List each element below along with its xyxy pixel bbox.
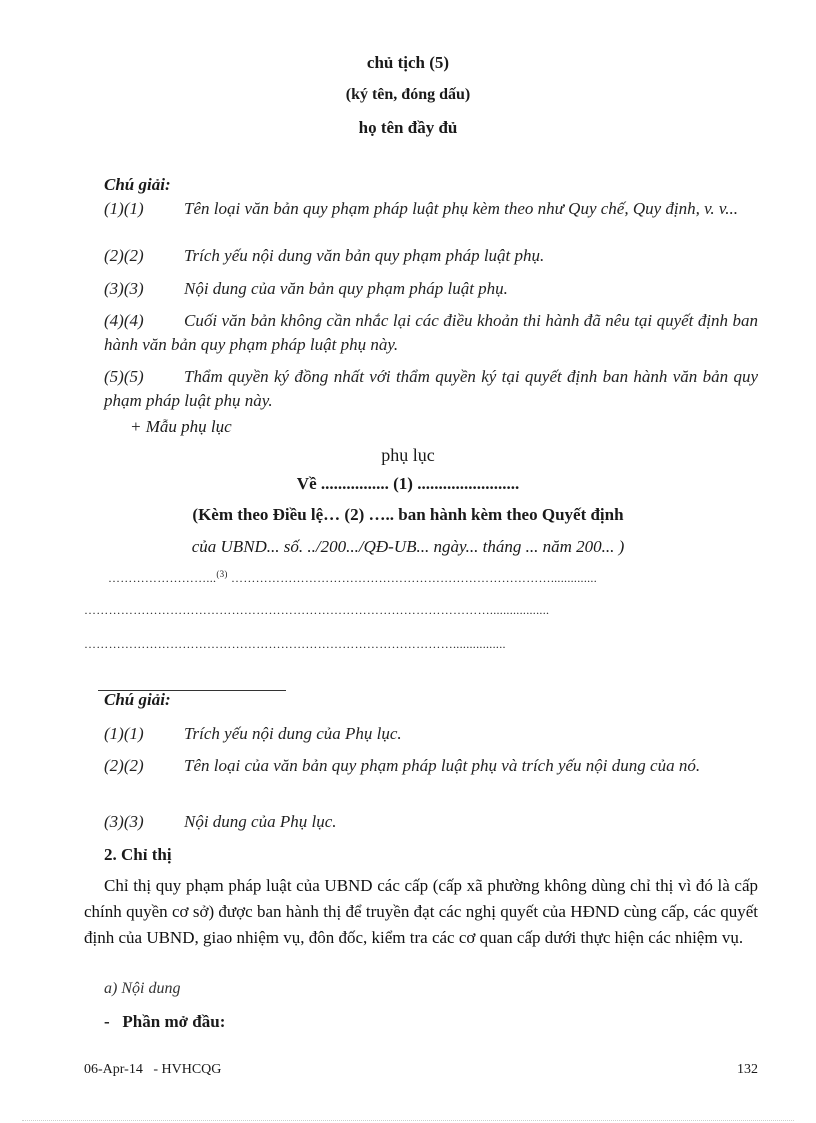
section-subheading: a) Nội dung [104, 980, 181, 997]
note-number: (1)(1) [104, 199, 144, 218]
note-text: Trích yếu nội dung văn bản quy phạm pháp luật phụ. [184, 246, 545, 265]
note-number: (2)(2) [104, 756, 144, 775]
note-text: Tên loại của văn bản quy phạm pháp luật phụ và trích yếu nội dung của nó. [184, 756, 701, 775]
footer-org: - HVHCQG [153, 1062, 222, 1077]
bullet-text: Phần mở đầu: [122, 1012, 226, 1031]
notes1-item-2 [104, 244, 758, 268]
note-number: (3)(3) [104, 812, 144, 831]
notes1-item-5 [104, 365, 758, 413]
notes2-item-2 [104, 754, 758, 778]
appendix-title: phụ lục [381, 445, 435, 465]
note-number: (1)(1) [104, 724, 144, 743]
notes1-item-1 [104, 199, 758, 218]
dots-left: ……………………... [108, 571, 217, 585]
bullet-marker: - [104, 1012, 110, 1031]
signature-fullname: họ tên đầy đủ [358, 118, 458, 137]
section-paragraph: Chỉ thị quy phạm pháp luật của UBND các cấp (cấp xã phường không dùng chỉ thị vì đó là cấp chính quyền cơ sở) được ban hành thị để truyền đạt các nghị quyết của HĐND cùng cấp, các quyết định của UBND, giao nhiệm vụ, đôn đốc, kiểm tra các cơ quan cấp dưới thực hiện các nhiệm vụ. [84, 876, 758, 947]
page-bottom-edge [22, 1120, 794, 1121]
note-number: (3)(3) [104, 279, 144, 298]
notes1-item-4 [104, 309, 758, 357]
notes1-item-3 [104, 277, 758, 301]
note-text: Nội dung của Phụ lục. [184, 812, 337, 831]
appendix-content-line-3: ………………………………………………………………………………................ [84, 637, 506, 651]
signature-title: chủ tịch (5) [366, 53, 450, 72]
footer-left [84, 1062, 221, 1078]
note-number: (5)(5) [104, 367, 144, 386]
notes1-heading: Chú giải: [104, 175, 171, 194]
note-text: Tên loại văn bản quy phạm pháp luật phụ kèm theo như Quy chế, Quy định, v. v... [184, 199, 738, 218]
appendix-content-line-1 [108, 569, 688, 586]
note-text: Trích yếu nội dung của Phụ lục. [184, 724, 402, 743]
section-heading: 2. Chỉ thị [104, 845, 172, 864]
note-text: Nội dung của văn bản quy phạm pháp luật phụ. [184, 279, 508, 298]
notes2-item-1 [104, 722, 758, 746]
note-text: Thẩm quyền ký đồng nhất với thẩm quyền ký tại quyết định ban hành văn bản quy phạm pháp luật phụ này. [104, 367, 758, 410]
notes2-heading: Chú giải: [104, 690, 171, 709]
footer-date: 06-Apr-14 [84, 1062, 143, 1077]
appendix-content-line-2: ……………………………………………………………………………………….................. [84, 603, 550, 617]
notes2-item-3 [104, 810, 758, 834]
note-text: Cuối văn bản không cần nhắc lại các điều khoản thi hành đã nêu tại quyết định ban hành văn bản quy phạm pháp luật phụ này. [104, 311, 758, 354]
section-bullet [104, 1012, 225, 1032]
page-number: 132 [737, 1062, 758, 1077]
appendix-about: Về ................ (1) ........................ [296, 474, 520, 493]
dots-right: …………………………………………………………………….............. [231, 571, 598, 585]
appendix-attached: (Kèm theo Điều lệ… (2) ….. ban hành kèm theo Quyết định [192, 505, 624, 524]
note-number: (4)(4) [104, 311, 144, 330]
note-number: (2)(2) [104, 246, 144, 265]
appendix-issuer: của UBND... số. ../200.../QĐ-UB... ngày... tháng ... năm 200... ) [191, 537, 625, 556]
notes1-extra: + Mẫu phụ lục [130, 417, 232, 436]
footnote-ref: (3) [216, 569, 228, 579]
signature-instruction: (ký tên, đóng dấu) [345, 86, 471, 103]
